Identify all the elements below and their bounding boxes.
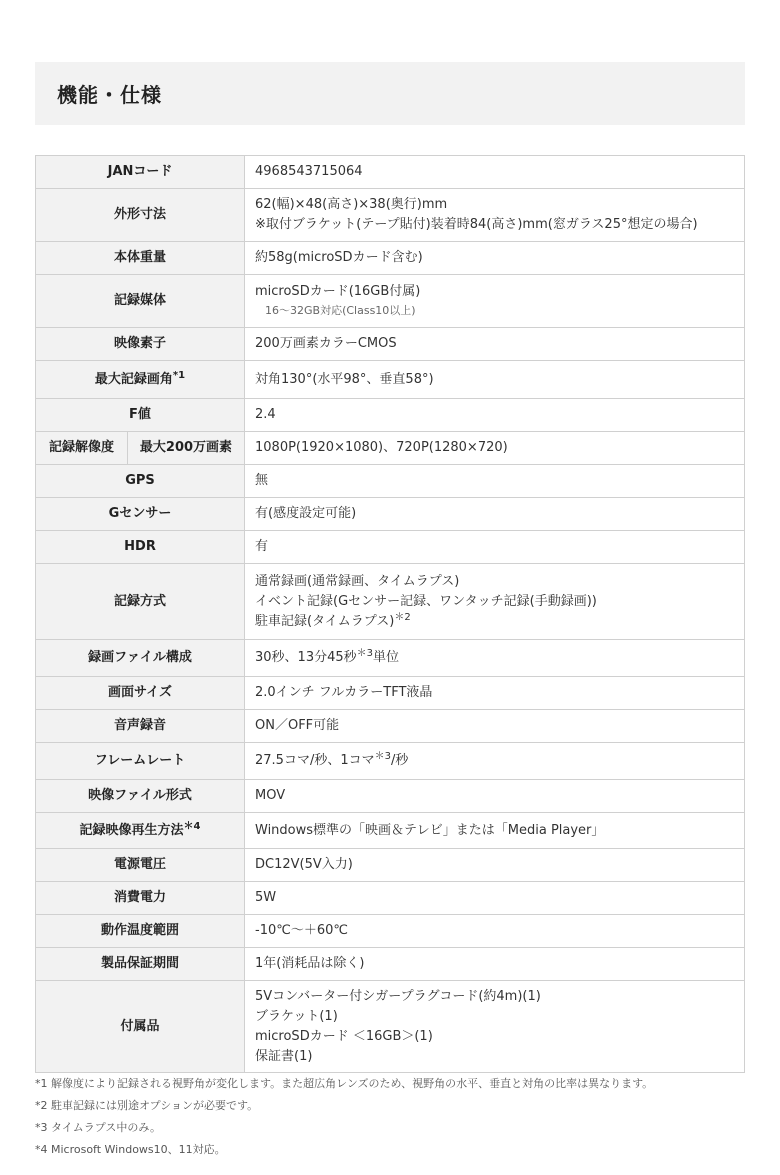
footnote-mark: ＊3 — [356, 648, 374, 659]
value-line: 通常録画(通常録画、タイムラプス) — [255, 573, 460, 589]
table-row — [36, 189, 745, 242]
table-row — [36, 882, 745, 915]
row-label: 本体重量 — [36, 242, 245, 275]
row-label: 動作温度範囲 — [36, 915, 245, 948]
row-value: 2.0インチ フルカラーTFT液晶 — [245, 677, 745, 710]
list-item: ブラケット(1) — [255, 1008, 338, 1024]
row-label: 録画ファイル構成 — [36, 640, 245, 677]
row-value: DC12V(5V入力) — [245, 849, 745, 882]
row-label: JANコード — [36, 156, 245, 189]
table-row — [36, 275, 745, 328]
row-value — [245, 564, 745, 640]
row-value — [245, 981, 745, 1073]
footnote-mark: *1 — [172, 369, 186, 381]
value-line — [255, 612, 734, 632]
table-row — [36, 915, 745, 948]
table-row — [36, 465, 745, 498]
row-value: ON／OFF可能 — [245, 710, 745, 743]
table-row — [36, 677, 745, 710]
row-label: 電源電圧 — [36, 849, 245, 882]
value-subnote: 16～32GB対応(Class10以上) — [265, 304, 416, 317]
row-label: 音声録音 — [36, 710, 245, 743]
table-row — [36, 743, 745, 780]
row-label: 映像ファイル形式 — [36, 780, 245, 813]
row-value: 有 — [245, 531, 745, 564]
value-text: /秒 — [390, 753, 409, 768]
row-value: 約58g(microSDカード含む) — [245, 242, 745, 275]
table-row — [36, 813, 745, 849]
row-label: 映像素子 — [36, 328, 245, 361]
row-label: 画面サイズ — [36, 677, 245, 710]
row-value: 1年(消耗品は除く) — [245, 948, 745, 981]
row-label: Gセンサー — [36, 498, 245, 531]
table-row — [36, 780, 745, 813]
table-row — [36, 849, 745, 882]
spec-table — [35, 155, 745, 1073]
table-row — [36, 498, 745, 531]
footnote-mark: ＊4 — [183, 820, 201, 832]
table-row — [36, 948, 745, 981]
value-line: microSDカード(16GB付属) — [255, 284, 421, 299]
value-text: 27.5コマ/秒、1コマ — [255, 753, 375, 768]
table-row — [36, 981, 745, 1073]
row-value — [245, 275, 745, 328]
table-row — [36, 710, 745, 743]
row-value: 2.4 — [245, 399, 745, 432]
footnotes — [35, 1073, 755, 1161]
row-value: 5W — [245, 882, 745, 915]
table-row — [36, 328, 745, 361]
row-value — [245, 189, 745, 242]
row-value: Windows標準の「映画＆テレビ」または「Media Player」 — [245, 813, 745, 849]
row-label: HDR — [36, 531, 245, 564]
row-value: 1080P(1920×1080)、720P(1280×720) — [245, 432, 745, 465]
value-text: 単位 — [373, 650, 400, 665]
row-sublabel: 最大200万画素 — [128, 432, 245, 465]
row-value: 無 — [245, 465, 745, 498]
row-label: 記録解像度 — [36, 432, 128, 465]
label-text: 記録映像再生方法 — [79, 822, 184, 838]
row-label: 外形寸法 — [36, 189, 245, 242]
row-value — [245, 640, 745, 677]
section-heading-box — [35, 62, 745, 125]
row-label: F値 — [36, 399, 245, 432]
value-line: 62(幅)×48(高さ)×38(奥行)mm — [255, 197, 448, 212]
row-value: 4968543715064 — [245, 156, 745, 189]
row-value — [245, 743, 745, 780]
row-label: GPS — [36, 465, 245, 498]
label-text: 最大記録画角 — [94, 371, 173, 387]
value-text: 30秒、13分45秒 — [255, 650, 357, 665]
table-row — [36, 531, 745, 564]
list-item: 保証書(1) — [255, 1048, 313, 1064]
footnote-mark: ＊2 — [394, 611, 411, 623]
row-value: 対角130°(水平98°、垂直58°) — [245, 361, 745, 399]
table-row — [36, 399, 745, 432]
row-value: 200万画素カラーCMOS — [245, 328, 745, 361]
row-label: 製品保証期間 — [36, 948, 245, 981]
footnote: *3 タイムラプス中のみ。 — [35, 1121, 161, 1134]
row-label: 消費電力 — [36, 882, 245, 915]
value-line: イベント記録(Gセンサー記録、ワンタッチ記録(手動録画)) — [255, 593, 597, 609]
row-value: MOV — [245, 780, 745, 813]
footnote: *2 駐車記録には別途オプションが必要です。 — [35, 1099, 259, 1112]
row-label: フレームレート — [36, 743, 245, 780]
row-label: 記録方式 — [36, 564, 245, 640]
row-value: -10℃～＋60℃ — [245, 915, 745, 948]
row-label — [36, 813, 245, 849]
footnote: *4 Microsoft Windows10、11対応。 — [35, 1143, 226, 1156]
list-item: 5Vコンバーター付シガープラグコード(約4m)(1) — [255, 988, 541, 1004]
row-label: 付属品 — [36, 981, 245, 1073]
table-row — [36, 156, 745, 189]
list-item: microSDカード ＜16GB＞(1) — [255, 1028, 433, 1044]
row-value: 有(感度設定可能) — [245, 498, 745, 531]
row-label: 記録媒体 — [36, 275, 245, 328]
table-row — [36, 242, 745, 275]
row-label — [36, 361, 245, 399]
footnote-mark: ＊3 — [374, 751, 391, 762]
table-row — [36, 432, 745, 465]
value-text: 駐車記録(タイムラプス) — [255, 613, 395, 629]
footnote: *1 解像度により記録される視野角が変化します。また超広角レンズのため、視野角の水平、垂直と対角の比率は異なります。 — [35, 1077, 654, 1090]
table-row — [36, 564, 745, 640]
table-row — [36, 361, 745, 399]
value-line: ※取付ブラケット(テープ貼付)装着時84(高さ)mm(窓ガラス25°想定の場合) — [255, 217, 698, 232]
page-title: 機能・仕様 — [57, 83, 162, 107]
table-row — [36, 640, 745, 677]
